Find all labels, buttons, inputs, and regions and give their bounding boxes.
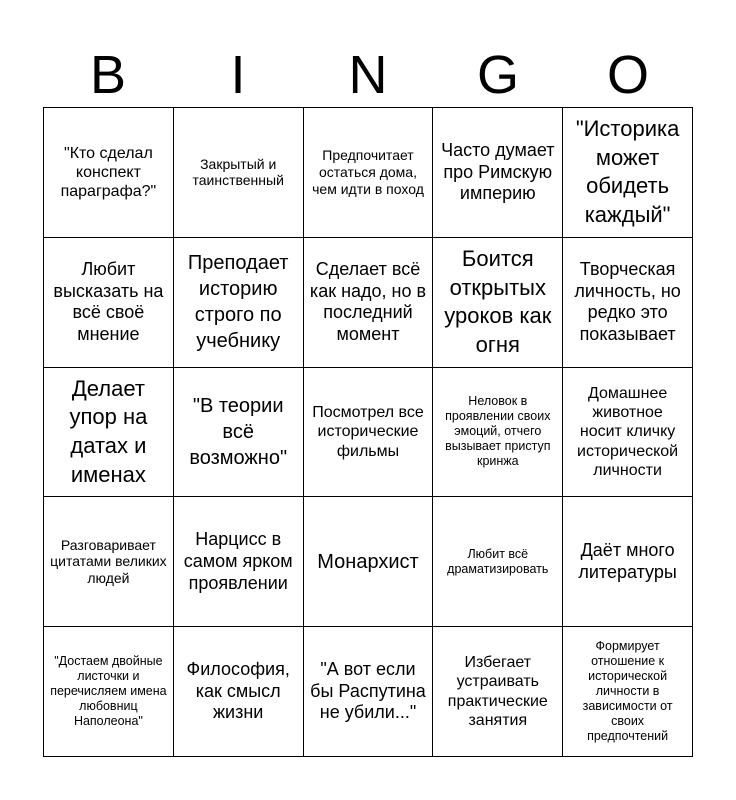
bingo-cell-r2-c3[interactable]: Сделает всё как надо, но в последний момент bbox=[304, 238, 434, 368]
bingo-cell-r1-c5[interactable]: "Историка может обидеть каждый" bbox=[563, 108, 693, 238]
bingo-cell-r1-c2[interactable]: Закрытый и таинственный bbox=[174, 108, 304, 238]
bingo-cell-r2-c4[interactable]: Боится открытых уроков как огня bbox=[433, 238, 563, 368]
bingo-cell-r1-c3[interactable]: Предпочитает остаться дома, чем идти в поход bbox=[304, 108, 434, 238]
bingo-cell-r4-c5[interactable]: Даёт много литературы bbox=[563, 497, 693, 627]
header-letter-n: N bbox=[348, 45, 388, 105]
bingo-cell-r5-c5[interactable]: Формирует отношение к исторической личности в зависимости от своих предпочтений bbox=[563, 627, 693, 757]
bingo-cell-r4-c3[interactable]: Монархист bbox=[304, 497, 434, 627]
header-letter-b: B bbox=[89, 45, 127, 105]
bingo-cell-r1-c4[interactable]: Часто думает про Римскую империю bbox=[433, 108, 563, 238]
bingo-grid bbox=[43, 107, 693, 757]
header-letter-o: O bbox=[606, 45, 649, 105]
bingo-cell-r3-c2[interactable]: "В теории всё возможно" bbox=[174, 368, 304, 498]
bingo-cell-r5-c3[interactable]: "А вот если бы Распутина не убили..." bbox=[304, 627, 434, 757]
bingo-cell-r3-c3[interactable]: Посмотрел все исторические фильмы bbox=[304, 368, 434, 498]
bingo-cell-r2-c5[interactable]: Творческая личность, но редко это показывает bbox=[563, 238, 693, 368]
bingo-cell-r5-c1[interactable]: "Достаем двойные листочки и перечисляем имена любовниц Наполеона" bbox=[44, 627, 174, 757]
bingo-header bbox=[43, 40, 693, 110]
bingo-cell-r4-c4[interactable]: Любит всё драматизировать bbox=[433, 497, 563, 627]
bingo-cell-r2-c1[interactable]: Любит высказать на всё своё мнение bbox=[44, 238, 174, 368]
bingo-cell-r3-c4[interactable]: Неловок в проявлении своих эмоций, отчего вызывает приступ кринжа bbox=[433, 368, 563, 498]
bingo-cell-r1-c1[interactable]: "Кто сделал конспект параграфа?" bbox=[44, 108, 174, 238]
bingo-cell-r4-c1[interactable]: Разговаривает цитатами великих людей bbox=[44, 497, 174, 627]
bingo-cell-r5-c4[interactable]: Избегает устраивать практические занятия bbox=[433, 627, 563, 757]
bingo-cell-r2-c2[interactable]: Преподает историю строго по учебнику bbox=[174, 238, 304, 368]
bingo-cell-r3-c5[interactable]: Домашнее животное носит кличку исторической личности bbox=[563, 368, 693, 498]
header-letter-g: G bbox=[476, 45, 519, 105]
header-letter-i: I bbox=[230, 45, 246, 105]
bingo-cell-r4-c2[interactable]: Нарцисс в самом ярком проявлении bbox=[174, 497, 304, 627]
bingo-cell-r5-c2[interactable]: Философия, как смысл жизни bbox=[174, 627, 304, 757]
bingo-cell-r3-c1[interactable]: Делает упор на датах и именах bbox=[44, 368, 174, 498]
